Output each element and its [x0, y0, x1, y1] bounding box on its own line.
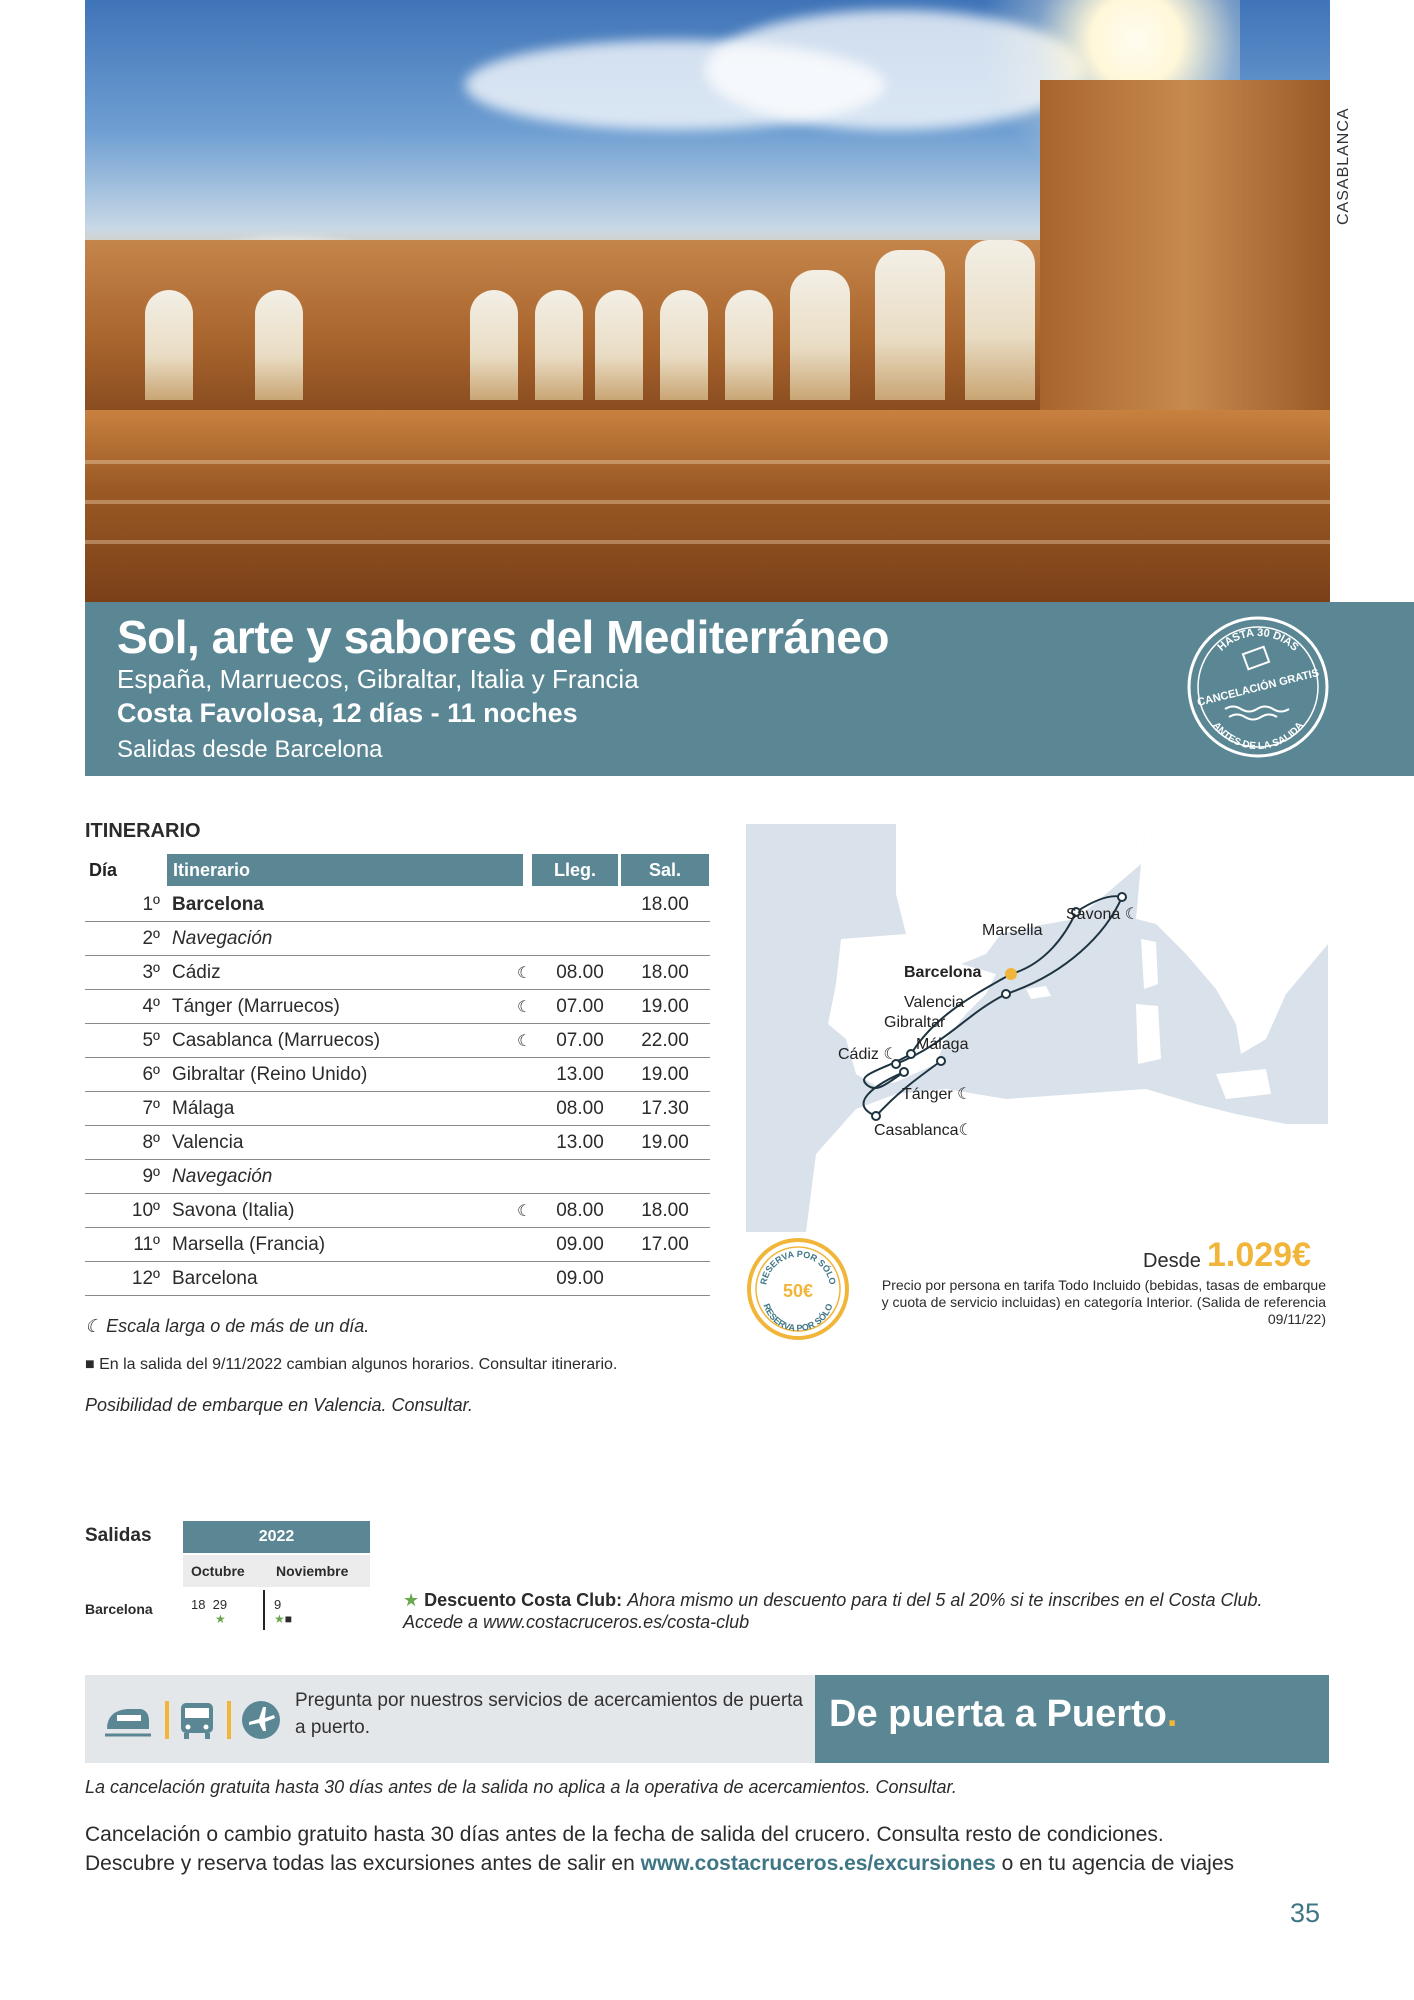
month-november: Noviembre	[276, 1563, 349, 1579]
itinerary-row	[85, 888, 710, 922]
costa-club-discount	[403, 1589, 1323, 1633]
itinerary-row	[85, 1160, 710, 1194]
itinerary-port: Valencia	[172, 1132, 244, 1153]
moon-icon: ☾	[517, 1033, 532, 1050]
side-label: CASABLANCA	[1335, 107, 1352, 225]
month-divider	[263, 1590, 265, 1630]
transfer-text: Pregunta por nuestros servicios de acercamientos de puerta a puerto.	[295, 1690, 803, 1738]
price-note: Precio por persona en tarifa Todo Incluido (bebidas, tasas de embarque y cuota de servicio incluidas) en categoría Interior. (Salida de referencia 09/11/22)	[881, 1277, 1326, 1327]
title-band	[85, 602, 1414, 776]
brand-name: De puerta a Puerto	[829, 1693, 1167, 1735]
footer-conditions: Cancelación o cambio gratuito hasta 30 días antes de la fecha de salida del crucero. Consulta resto de condiciones.	[85, 1823, 1164, 1846]
itinerary-departure: 17.30	[641, 1098, 689, 1119]
header-day: Día	[89, 860, 118, 880]
itinerary-row	[85, 1228, 710, 1262]
departure-port: Salidas desde Barcelona	[117, 736, 383, 763]
note-overnight: ☾ Escala larga o de más de un día.	[85, 1316, 370, 1336]
itinerary-port: Marsella (Francia)	[172, 1234, 326, 1255]
ticket-icon	[1243, 647, 1269, 670]
itinerary-port: Barcelona	[172, 1268, 258, 1289]
itinerary-departure: 22.00	[641, 1030, 689, 1051]
bus-icon	[181, 1703, 213, 1739]
badge-bottom-text: ANTES DE LA SALIDA	[1210, 720, 1306, 753]
star-square-icon: ★■	[274, 1612, 293, 1626]
itinerary-port: Gibraltar (Reino Unido)	[172, 1064, 368, 1085]
itinerary-departure: 17.00	[641, 1234, 689, 1255]
itinerary-row	[85, 1058, 710, 1092]
itinerary-row	[85, 990, 710, 1024]
itinerary-day: 9º	[142, 1166, 160, 1187]
brand-text	[829, 1693, 1177, 1736]
door-to-port-brand	[815, 1675, 1329, 1763]
itinerary-day: 12º	[131, 1268, 160, 1289]
itinerary-port: Barcelona	[172, 894, 264, 915]
hero-photo	[85, 0, 1330, 602]
note-valencia: Posibilidad de embarque en Valencia. Consultar.	[85, 1395, 473, 1415]
map-label-savona: Savona ☾	[1066, 906, 1140, 923]
moon-icon: ☾	[517, 965, 532, 982]
moon-icon: ☾	[517, 999, 532, 1016]
itinerary-arrival: 08.00	[556, 1098, 604, 1119]
map-label-malaga: Málaga	[916, 1036, 969, 1053]
itinerary-arrival: 07.00	[556, 996, 604, 1017]
itinerary-heading: ITINERARIO	[85, 820, 201, 842]
itinerary-row	[85, 1194, 710, 1228]
itinerary-arrival: 13.00	[556, 1064, 604, 1085]
itinerary-departure: 19.00	[641, 1132, 689, 1153]
month-october: Octubre	[191, 1563, 245, 1579]
itinerary-port: Tánger (Marruecos)	[172, 996, 340, 1017]
map-label-cadiz: Cádiz ☾	[838, 1046, 898, 1063]
reserve-deposit-badge	[746, 1237, 850, 1341]
itinerary-day: 7º	[142, 1098, 160, 1119]
itinerary-row	[85, 1024, 710, 1058]
itinerary-row	[85, 956, 710, 990]
note-schedule-change: ■ En la salida del 9/11/2022 cambian algunos horarios. Consultar itinerario.	[85, 1356, 618, 1373]
price-from-label: Desde	[1143, 1250, 1201, 1272]
club-title: Descuento Costa Club:	[424, 1590, 623, 1610]
itinerary-row	[85, 1092, 710, 1126]
itinerary-arrival: 09.00	[556, 1268, 604, 1289]
badge-mid-text: CANCELACIÓN GRATIS	[1196, 667, 1321, 709]
map-label-gibraltar: Gibraltar	[884, 1014, 946, 1031]
reserve-badge-bottom: RESERVA POR SÓLO	[761, 1302, 835, 1334]
transfer-services-bar	[85, 1675, 815, 1763]
header-port: Itinerario	[167, 854, 523, 886]
october-dates	[191, 1597, 227, 1626]
badge-top-text: HASTA 30 DÍAS	[1215, 626, 1301, 654]
ship-duration: Costa Favolosa, 12 días - 11 noches	[117, 698, 578, 728]
itinerary-day: 8º	[142, 1132, 160, 1153]
itinerary-departure: 18.00	[641, 962, 689, 983]
header-arrival: Lleg.	[532, 854, 618, 886]
departures-heading: Salidas	[85, 1525, 152, 1546]
departures-year: 2022	[183, 1521, 370, 1553]
itinerary-departure: 18.00	[641, 894, 689, 915]
november-days: 9	[274, 1597, 282, 1612]
itinerary-table	[85, 852, 710, 1296]
itinerary-day: 6º	[142, 1064, 160, 1085]
itinerary-arrival: 13.00	[556, 1132, 604, 1153]
itinerary-row	[85, 1126, 710, 1160]
map-label-tanger: Tánger ☾	[902, 1086, 972, 1103]
itinerary-port: Navegación	[172, 928, 273, 949]
itinerary-departure: 18.00	[641, 1200, 689, 1221]
club-star-icon: ★	[215, 1612, 226, 1626]
october-days: 18 29	[191, 1597, 228, 1612]
itinerary-arrival: 08.00	[556, 1200, 604, 1221]
plane-icon	[242, 1701, 280, 1739]
map-land	[746, 824, 1328, 1232]
reserve-badge-top: RESERVA POR SÓLO	[758, 1248, 838, 1286]
reserve-badge-amount: 50€	[782, 1281, 814, 1301]
november-dates	[274, 1597, 292, 1626]
itinerary-port: Málaga	[172, 1098, 235, 1119]
itinerary-day: 5º	[142, 1030, 160, 1051]
footer-excursions-pre: Descubre y reserva todas las excursiones antes de salir en	[85, 1852, 641, 1875]
itinerary-arrival: 08.00	[556, 962, 604, 983]
train-icon	[105, 1709, 151, 1735]
moon-icon: ☾	[517, 1203, 532, 1220]
departures-port: Barcelona	[85, 1601, 153, 1617]
header-departure: Sal.	[621, 854, 709, 886]
free-cancellation-badge	[1185, 614, 1331, 760]
itinerary-day: 1º	[142, 894, 160, 915]
footer-excursions	[85, 1852, 1234, 1876]
brand-dot: .	[1166, 1693, 1178, 1735]
itinerary-day: 11º	[133, 1234, 160, 1255]
itinerary-row	[85, 1262, 710, 1296]
excursions-link[interactable]: www.costacruceros.es/excursiones	[640, 1852, 996, 1875]
map-label-casablanca: Casablanca☾	[874, 1122, 973, 1139]
itinerary-departure: 19.00	[641, 996, 689, 1017]
itinerary-day: 10º	[131, 1200, 160, 1221]
itinerary-port: Savona (Italia)	[172, 1200, 295, 1221]
itinerary-arrival: 09.00	[556, 1234, 604, 1255]
itinerary-arrival: 07.00	[556, 1030, 604, 1051]
itinerary-port: Cádiz	[172, 962, 221, 983]
price-value: 1.029€	[1207, 1236, 1311, 1274]
page-number: 35	[1290, 1898, 1321, 1928]
itinerary-port: Casablanca (Marruecos)	[172, 1030, 381, 1051]
page-title: Sol, arte y sabores del Mediterráneo	[117, 611, 889, 663]
footer-excursions-post: o en tu agencia de viajes	[995, 1852, 1235, 1875]
club-text: Ahora mismo un descuento para ti del 5 al 20% si te inscribes en el Costa Club. Accede a www.costacruceros.es/costa-club	[403, 1590, 1263, 1632]
itinerary-header-row	[85, 852, 710, 888]
club-star-icon: ★	[403, 1590, 425, 1610]
map-label-marsella: Marsella	[982, 922, 1043, 939]
transport-icons	[103, 1695, 285, 1743]
itinerary-rows	[85, 888, 710, 1296]
itinerary-departure: 19.00	[641, 1064, 689, 1085]
departures-months	[183, 1555, 370, 1587]
cancellation-note: La cancelación gratuita hasta 30 días antes de la salida no aplica a la operativa de acercamientos. Consultar.	[85, 1777, 957, 1797]
route-map	[746, 824, 1328, 1232]
countries-subtitle: España, Marruecos, Gibraltar, Italia y Francia	[117, 664, 639, 694]
itinerary-row	[85, 922, 710, 956]
map-label-valencia: Valencia	[904, 994, 965, 1011]
itinerary-port: Navegación	[172, 1166, 273, 1187]
itinerary-day: 2º	[142, 928, 160, 949]
itinerary-day: 4º	[142, 996, 160, 1017]
map-label-barcelona: Barcelona	[904, 964, 982, 981]
itinerary-day: 3º	[142, 962, 160, 983]
